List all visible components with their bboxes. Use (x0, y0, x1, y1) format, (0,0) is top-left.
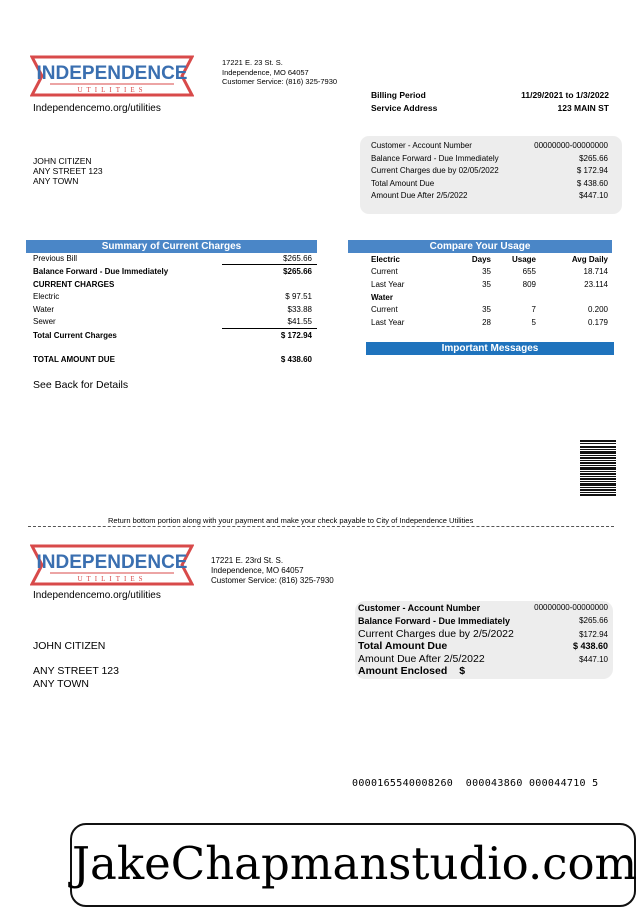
stub-website-url: Independencemo.org/utilities (33, 590, 161, 601)
watermark-banner: JakeChapmanstudio.com (70, 823, 636, 907)
current-charges-row: Current Charges due by 02/05/2022 $ 172.94 (371, 166, 608, 175)
website-url: Independencemo.org/utilities (33, 103, 161, 114)
return-instructions: Return bottom portion along with your payment and make your check payable to City of Independence Utilities (108, 516, 474, 525)
billing-period-label: Billing Period (371, 90, 426, 100)
stub-amount-after-row: Amount Due After 2/5/2022 $447.10 (358, 653, 608, 665)
service-address-label: Service Address (371, 103, 438, 113)
divider (222, 264, 317, 265)
messages-header: Important Messages (366, 342, 614, 355)
customer-address: JOHN CITIZEN ANY STREET 123 ANY TOWN (33, 156, 103, 186)
company-address: 17221 E. 23 St. S. Independence, MO 64057 Customer Service: (816) 325-7930 (222, 58, 338, 86)
table-row: Water (371, 292, 393, 302)
ocr-scan-line: 0000165540008260 000043860 000044710 5 (352, 778, 599, 789)
logo-name: INDEPENDENCE (36, 552, 188, 573)
account-number-row: Customer - Account Number 00000000-00000000 (371, 141, 608, 150)
stub-balance-forward-row: Balance Forward - Due Immediately $265.66 (358, 616, 608, 626)
stub-brand-logo (30, 544, 192, 584)
balance-forward-row: Balance Forward - Due Immediately $265.66 (371, 154, 608, 163)
total-amount-due-row: TOTAL AMOUNT DUE $ 438.60 (33, 355, 312, 364)
usage-header: Compare Your Usage (348, 240, 612, 253)
billing-period-value: 11/29/2021 to 1/3/2022 (521, 90, 609, 100)
stub-customer-address: ANY STREET 123 ANY TOWN (33, 665, 119, 690)
table-row: Last Year 35 809 23.114 (371, 279, 608, 289)
logo-sub: UTILITIES (77, 575, 147, 583)
charge-sewer-row: Sewer $41.55 (33, 317, 312, 326)
logo-name: INDEPENDENCE (36, 63, 188, 84)
stub-current-charges-row: Current Charges due by 2/5/2022 $172.94 (358, 628, 608, 640)
usage-table (371, 253, 608, 329)
table-row: Current 35 655 18.714 (371, 267, 608, 277)
stub-account-number-row: Customer - Account Number 00000000-00000000 (358, 603, 608, 613)
previous-bill-row: Previous Bill $265.66 (33, 254, 312, 263)
amount-enclosed-label: Amount Enclosed $ (358, 665, 466, 677)
service-address-value: 123 MAIN ST (557, 103, 609, 113)
stub-customer-name: JOHN CITIZEN (33, 640, 106, 652)
table-row: Last Year 28 5 0.179 (371, 317, 608, 327)
see-back-note: See Back for Details (33, 379, 129, 391)
table-row: Electric Days Usage Avg Daily (371, 254, 608, 264)
divider (222, 328, 317, 329)
balance-forward-summary-row: Balance Forward - Due Immediately $265.66 (33, 267, 312, 276)
charge-electric-row: Electric $ 97.51 (33, 292, 312, 301)
stub-total-due-row: Total Amount Due $ 438.60 (358, 640, 608, 652)
cut-line (28, 526, 614, 527)
summary-header: Summary of Current Charges (26, 240, 317, 253)
total-current-charges-row: Total Current Charges $ 172.94 (33, 331, 312, 340)
logo-sub: UTILITIES (77, 86, 147, 94)
current-charges-heading: CURRENT CHARGES (33, 280, 115, 289)
table-row: Current 35 7 0.200 (371, 305, 608, 315)
stub-company-address: 17221 E. 23rd St. S. Independence, MO 64057 Customer Service: (816) 325-7930 (211, 556, 334, 585)
amount-after-row: Amount Due After 2/5/2022 $447.10 (371, 191, 608, 200)
total-due-row: Total Amount Due $ 438.60 (371, 179, 608, 188)
charge-water-row: Water $33.88 (33, 305, 312, 314)
brand-logo (30, 55, 192, 95)
barcode-icon (580, 440, 616, 496)
